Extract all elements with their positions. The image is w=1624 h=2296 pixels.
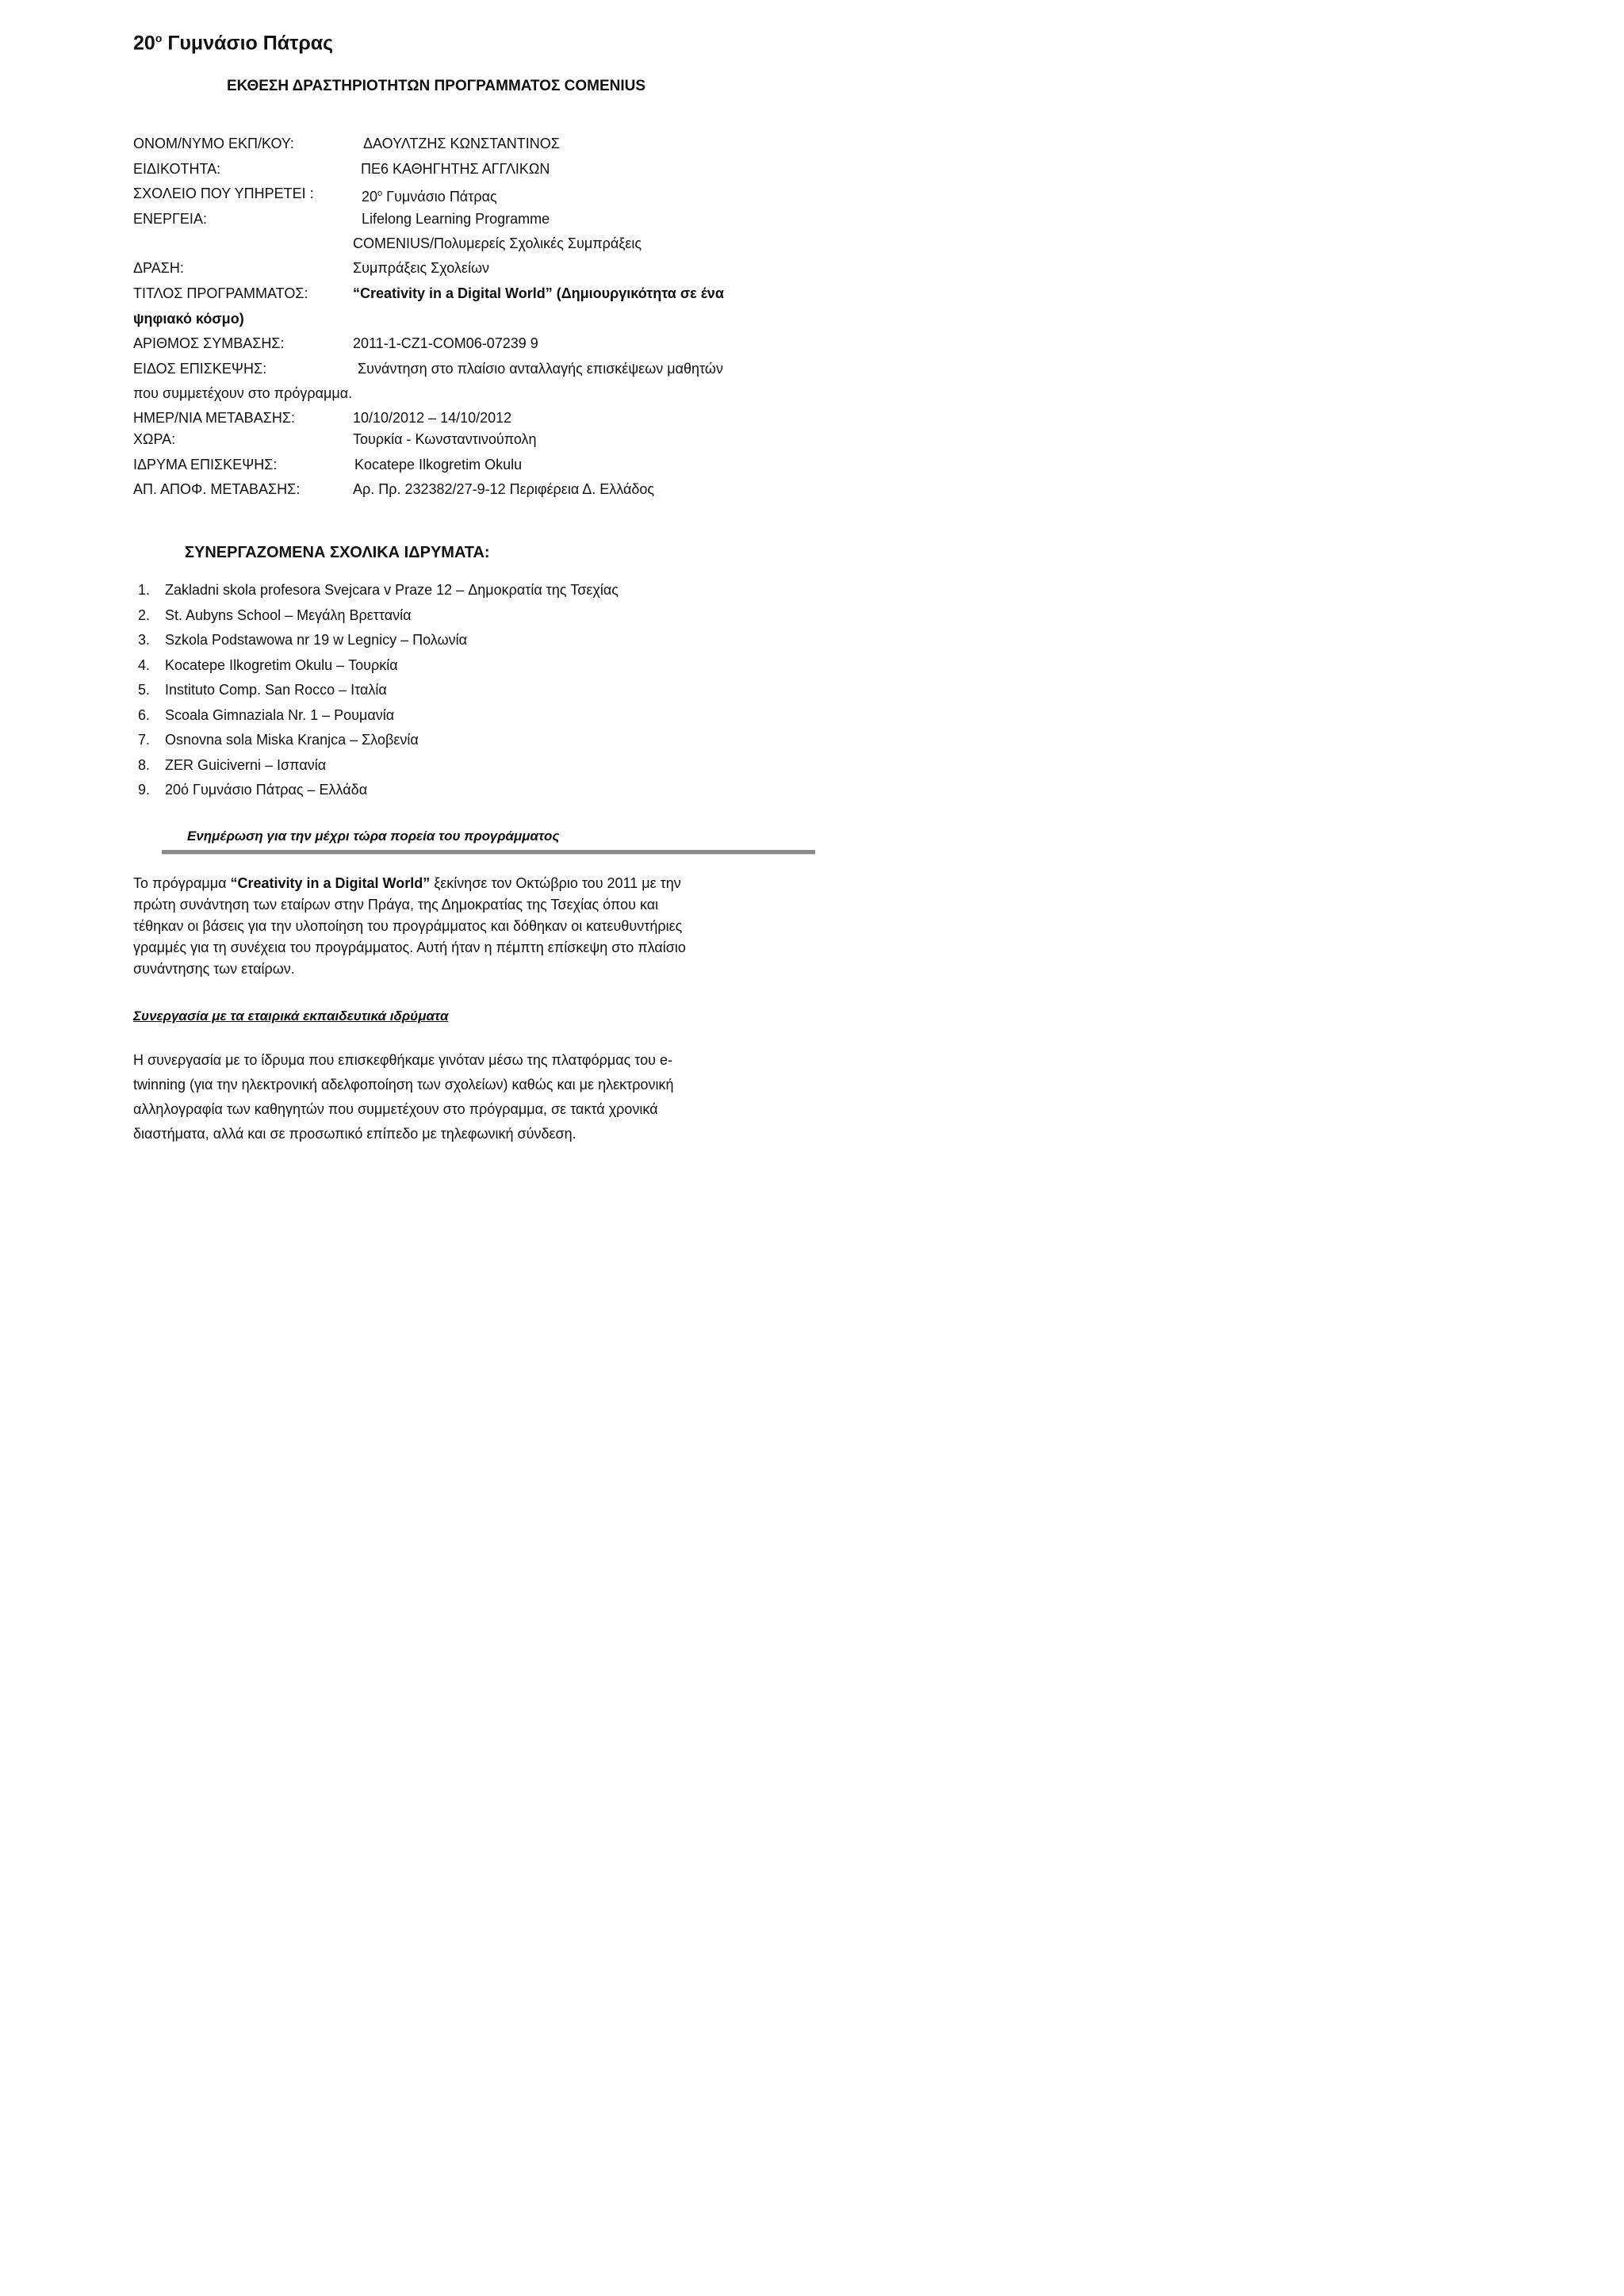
update-heading: Ενημέρωση για την μέχρι τώρα πορεία του προγράμματος: [187, 828, 560, 844]
list-item: 6. Scoala Gimnaziala Nr. 1 – Ρουμανία: [138, 706, 395, 723]
list-item: 5. Instituto Comp. San Rocco – Ιταλία: [138, 682, 387, 698]
paragraph-line: διαστήματα, αλλά και σε προσωπικό επίπεδο με τηλεφωνική σύνδεση.: [133, 1126, 576, 1142]
cooperation-heading: Συνεργασία με τα εταιρικά εκπαιδευτικά ιδρύματα: [133, 1008, 449, 1024]
field-value: COMENIUS/Πολυμερείς Σχολικές Συμπράξεις: [353, 235, 642, 251]
field-label: ΧΩΡΑ:: [133, 431, 176, 447]
update-paragraph: [133, 873, 791, 980]
field-value: που συμμετέχουν στο πρόγραμμα.: [133, 385, 353, 401]
field-label: ΣΧΟΛΕΙΟ ΠΟΥ ΥΠΗΡΕΤΕΙ :: [133, 186, 314, 201]
field-label: ΕΙΔΙΚΟΤΗΤΑ:: [133, 161, 221, 177]
program-name: “Creativity in a Digital World”: [230, 875, 431, 891]
field-value: Lifelong Learning Programme: [362, 211, 550, 227]
field-label: ΕΝΕΡΓΕΙΑ:: [133, 211, 207, 227]
field-value: ΠΕ6 ΚΑΘΗΓΗΤΗΣ ΑΓΓΛΙΚΩΝ: [361, 161, 550, 177]
paragraph-line: twinning (για την ηλεκτρονική αδελφοποίηση των σχολείων) καθώς και με ηλεκτρονική: [133, 1077, 674, 1093]
ordinal-superscript: ο: [155, 32, 163, 44]
field-value: 2011-1-CZ1-COM06-07239 9: [353, 335, 538, 351]
field-label: ΑΡΙΘΜΟΣ ΣΥΜΒΑΣΗΣ:: [133, 335, 285, 351]
school-title: [133, 32, 333, 55]
field-value: Συνάντηση στο πλαίσιο ανταλλαγής επισκέψεων μαθητών: [358, 361, 723, 377]
field-label: ΔΡΑΣΗ:: [133, 260, 184, 276]
paragraph-line: συνάντησης των εταίρων.: [133, 961, 295, 977]
paragraph-line: γραμμές για τη συνέχεια του προγράμματος. Αυτή ήταν η πέμπτη επίσκεψη στο πλαίσιο: [133, 939, 686, 955]
school-number: 20: [133, 32, 155, 55]
field-label: ΕΙΔΟΣ ΕΠΙΣΚΕΨΗΣ:: [133, 361, 267, 377]
list-item: 3. Szkola Podstawowa nr 19 w Legnicy – Πολωνία: [138, 632, 468, 648]
field-label: ΑΠ. ΑΠΟΦ. ΜΕΤΑΒΑΣΗΣ:: [133, 481, 301, 497]
list-item: 2. St. Aubyns School – Μεγάλη Βρεττανία: [138, 607, 412, 623]
paragraph-line: πρώτη συνάντηση των εταίρων στην Πράγα, της Δημοκρατίας της Τσεχίας όπου και: [133, 897, 659, 913]
partners-heading: ΣΥΝΕΡΓΑΖΟΜΕΝΑ ΣΧΟΛΙΚΑ ΙΔΡΥΜΑΤΑ:: [185, 544, 490, 561]
paragraph-line: Το πρόγραμμα “Creativity in a Digital World” ξεκίνησε τον Οκτώβριο του 2011 με την: [133, 875, 681, 891]
paragraph-line: τέθηκαν οι βάσεις για την υλοποίηση του προγράμματος και δόθηκαν οι κατευθυντήριες: [133, 918, 683, 934]
field-value: Τουρκία - Κωνσταντινούπολη: [353, 431, 537, 447]
field-value: ΔΑΟΥΛΤΖΗΣ ΚΩΝΣΤΑΝΤΙΝΟΣ: [363, 136, 560, 151]
field-value: ψηφιακό κόσμο): [133, 311, 244, 327]
field-value: “Creativity in a Digital World” (Δημιουργικότητα σε ένα: [353, 285, 724, 301]
field-value: Kocatepe Ilkogretim Okulu: [354, 457, 523, 473]
field-value: Αρ. Πρ. 232382/27-9-12 Περιφέρεια Δ. Ελλάδος: [353, 481, 655, 497]
field-label: ΟΝΟΜ/ΝΥΜΟ ΕΚΠ/ΚΟΥ:: [133, 136, 294, 151]
section-divider: [162, 850, 815, 855]
school-name: Γυμνάσιο Πάτρας: [167, 32, 334, 55]
field-value: 10/10/2012 – 14/10/2012: [353, 410, 512, 426]
cooperation-paragraph: [133, 1048, 791, 1146]
document-title: ΕΚΘΕΣΗ ΔΡΑΣΤΗΡΙΟΤΗΤΩΝ ΠΡΟΓΡΑΜΜΑΤΟΣ COMENIUS: [226, 78, 646, 94]
paragraph-line: αλληλογραφία των καθηγητών που συμμετέχουν στο πρόγραμμα, σε τακτά χρονικά: [133, 1101, 658, 1117]
field-value: Συμπράξεις Σχολείων: [353, 260, 490, 276]
list-item: 9. 20ό Γυμνάσιο Πάτρας – Ελλάδα: [138, 782, 368, 798]
partners-list: [133, 579, 619, 804]
list-item: 1. Zakladni skola profesora Svejcara v Praze 12 – Δημοκρατία της Τσεχίας: [138, 582, 619, 598]
field-label: ΙΔΡΥΜΑ ΕΠΙΣΚΕΨΗΣ:: [133, 457, 278, 473]
field-label: ΤΙΤΛΟΣ ΠΡΟΓΡΑΜΜΑΤΟΣ:: [133, 285, 308, 301]
list-item: 4. Kocatepe Ilkogretim Okulu – Τουρκία: [138, 656, 398, 673]
list-item: 8. ZER Guiciverni – Ισπανία: [138, 756, 327, 773]
document-page: [0, 0, 872, 1234]
paragraph-line: Η συνεργασία με το ίδρυμα που επισκεφθήκαμε γινόταν μέσω της πλατφόρμας του e-: [133, 1052, 673, 1068]
list-item: 7. Osnovna sola Miska Kranjca – Σλοβενία: [138, 732, 419, 748]
field-label: ΗΜΕΡ/ΝΙΑ ΜΕΤΑΒΑΣΗΣ:: [133, 410, 295, 426]
field-value: $20^o$ Γυμνάσιο Πάτρας: [362, 189, 497, 205]
